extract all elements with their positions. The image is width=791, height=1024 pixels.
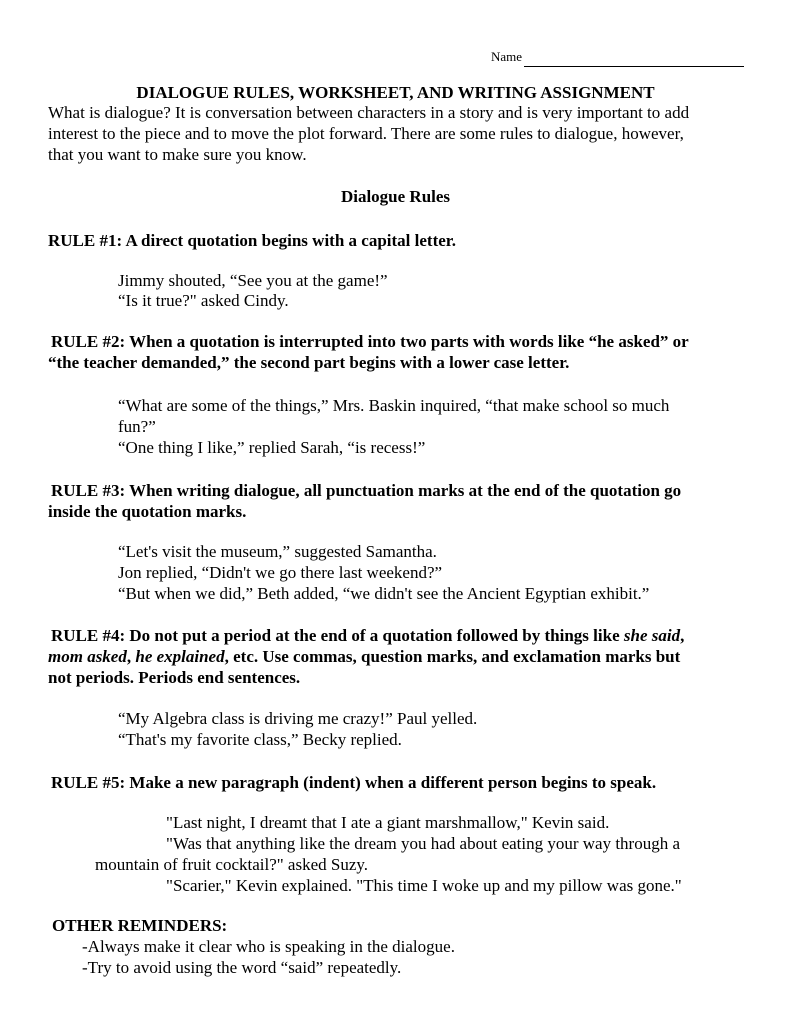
rule-2-example-2: fun?” xyxy=(118,417,156,436)
rule-4-heading-line-1 xyxy=(51,626,684,646)
rule-3-example-2: Jon replied, “Didn't we go there last weekend?” xyxy=(118,563,443,582)
page-title: DIALOGUE RULES, WORKSHEET, AND WRITING ASSIGNMENT xyxy=(136,83,655,102)
name-blank-line xyxy=(524,51,744,67)
rule-4-comma: , xyxy=(680,626,685,645)
rule-5-heading: RULE #5: Make a new paragraph (indent) when a different person begins to speak. xyxy=(51,773,657,792)
rule-4-em-she-said: she said xyxy=(623,626,681,645)
rule-4-heading-text: RULE #4: Do not put a period at the end of a quotation followed by things like xyxy=(51,626,624,645)
rule-2-heading-line-1: RULE #2: When a quotation is interrupted into two parts with words like “he asked” or xyxy=(51,332,689,351)
rule-3-example-3: “But when we did,” Beth added, “we didn't see the Ancient Egyptian exhibit.” xyxy=(118,584,650,603)
rule-1-heading: RULE #1: A direct quotation begins with a capital letter. xyxy=(48,231,457,250)
rule-5-example-2: "Was that anything like the dream you had about eating your way through a xyxy=(166,834,681,853)
rule-2-heading-line-2: “the teacher demanded,” the second part begins with a lower case letter. xyxy=(48,353,570,372)
rule-3-heading-line-2: inside the quotation marks. xyxy=(48,502,247,521)
rule-4-em-mom-asked: mom asked xyxy=(48,647,127,666)
rule-3-example-1: “Let's visit the museum,” suggested Samantha. xyxy=(118,542,437,561)
reminders-heading: OTHER REMINDERS: xyxy=(52,916,228,935)
name-label: Name xyxy=(491,49,523,64)
section-heading: Dialogue Rules xyxy=(340,187,451,206)
rule-2-example-1: “What are some of the things,” Mrs. Baskin inquired, “that make school so much xyxy=(118,396,670,415)
rule-1-example-1: Jimmy shouted, “See you at the game!” xyxy=(118,271,388,290)
rule-4-heading-line-2 xyxy=(48,647,680,667)
rule-5-example-4: "Scarier," Kevin explained. "This time I woke up and my pillow was gone." xyxy=(166,876,682,895)
rule-4-comma-2: , xyxy=(126,647,136,666)
intro-line-1: What is dialogue? It is conversation between characters in a story and is very important to add xyxy=(48,103,690,122)
reminder-item-1: -Always make it clear who is speaking in the dialogue. xyxy=(82,937,455,956)
rule-4-example-1: “My Algebra class is driving me crazy!” Paul yelled. xyxy=(118,709,478,728)
intro-line-3: that you want to make sure you know. xyxy=(48,145,307,164)
rule-4-heading-line-3: not periods. Periods end sentences. xyxy=(48,668,301,687)
rule-4-example-2: “That's my favorite class,” Becky replied. xyxy=(118,730,402,749)
intro-line-2: interest to the piece and to move the plot forward. There are some rules to dialogue, however, xyxy=(48,124,684,143)
rule-4-heading-text-2: , etc. Use commas, question marks, and exclamation marks but xyxy=(224,647,681,666)
reminder-item-2: -Try to avoid using the word “said” repeatedly. xyxy=(82,958,402,977)
rule-3-heading-line-1: RULE #3: When writing dialogue, all punctuation marks at the end of the quotation go xyxy=(51,481,682,500)
rule-5-example-3: mountain of fruit cocktail?" asked Suzy. xyxy=(95,855,369,874)
rule-5-example-1: "Last night, I dreamt that I ate a giant marshmallow," Kevin said. xyxy=(166,813,610,832)
rule-2-example-3: “One thing I like,” replied Sarah, “is recess!” xyxy=(118,438,426,457)
rule-4-em-he-explained: he explained xyxy=(135,647,225,666)
name-field xyxy=(491,47,744,67)
rule-1-example-2: “Is it true?" asked Cindy. xyxy=(118,291,289,310)
